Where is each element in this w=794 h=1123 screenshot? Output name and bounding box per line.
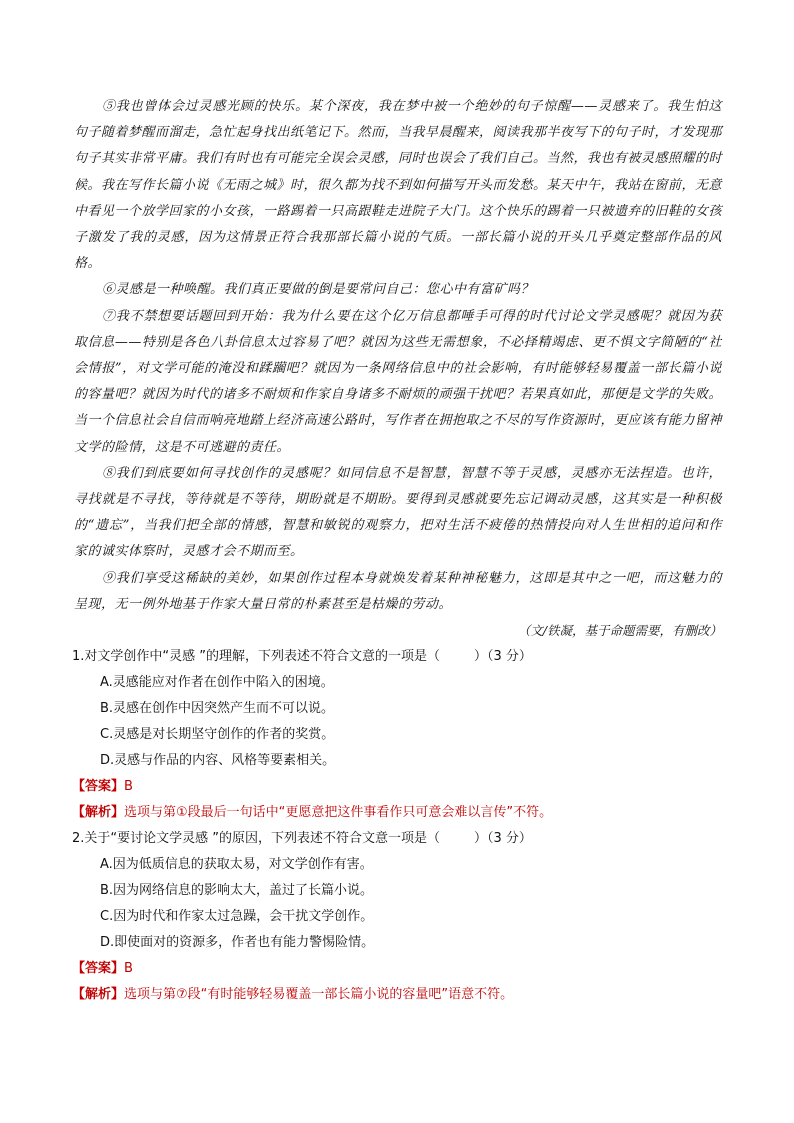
question-1-option-a: A.灵感能应对作者在创作中陷入的困境。 — [100, 675, 334, 691]
question-2-explanation — [72, 982, 720, 1008]
question-1-stem — [72, 644, 720, 670]
passage-paragraph-5: ⑤我也曾体会过灵感光顾的快乐。某个深夜，我在梦中被一个绝妙的句子惊醒——灵感来了。我生怕这句子随着梦醒而溜走，急忙起身找出纸笔记下。然而，当我早晨醒来，阅读我那半夜写下的句子时，才发现那句子其实非常平庸。我们有时也有可能完全误会灵感，同时也误会了我们自己。当然，我也有被灵感照耀的时候。我在写作长篇小说《无雨之城》时，很久都为找不到如何描写开头而发愁。某天中午，我站在窗前，无意中看见一个放学回家的小女孩，一路踢着一只高跟鞋走进院子大门。这个快乐的踢着一只被遗弃的旧鞋的女孩子激发了我的灵感，因为这情景正符合我那部长篇小说的气质。一部长篇小说的开头几乎奠定整部作品的风格。 — [74, 99, 723, 272]
question-2-option-b: B.因为网络信息的影响太大，盖过了长篇小说。 — [100, 883, 374, 899]
question-2-stem — [72, 826, 720, 852]
question-1-score: ）（3 分） — [474, 649, 532, 665]
question-1-explanation — [72, 800, 720, 826]
question-2-option-d: D.即使面对的资源多，作者也有能力警惕险情。 — [100, 935, 375, 951]
passage-paragraph-9: ⑨我们享受这稀缺的美妙，如果创作过程本身就焕发着某种神秘魅力，这即是其中之一吧，而这魅力的呈现，无一例外地基于作家大量日常的朴素甚至是枯燥的劳动。 — [74, 570, 722, 612]
question-2-answer — [72, 956, 720, 982]
explanation-tag: 【解析】 — [72, 987, 125, 1003]
question-1-stem-text: 1.对文学创作中“灵感 ”的理解，下列表述不符合文意的一项是（ — [72, 649, 441, 665]
answer-value: B — [124, 779, 133, 795]
question-1-option-c: C.灵感是对长期坚守创作的作者的奖赏。 — [100, 727, 335, 743]
passage-source: （文/铁凝，基于命题需要，有删改） — [517, 623, 722, 639]
passage-paragraph-8: ⑧我们到底要如何寻找创作的灵感呢？如同信息不是智慧，智慧不等于灵感，灵感亦无法捏造。也许，寻找就是不寻找，等待就是不等待，期盼就是不期盼。要得到灵感就要先忘记调动灵感，这其实是一种积极的“遗忘”，当我们把全部的情感，智慧和敏锐的观察力，把对生活不疲倦的热情投向对人生世相的追问和作家的诚实体察时，灵感才会不期而至。 — [74, 465, 722, 560]
answer-tag: 【答案】 — [72, 961, 125, 977]
passage-paragraph-6: ⑥灵感是一种唤醒。我们真正要做的倒是要常问自己：您心中有富矿吗？ — [102, 282, 535, 298]
question-1-answer — [72, 774, 720, 800]
answer-tag: 【答案】 — [72, 779, 125, 795]
answer-value: B — [124, 961, 133, 977]
question-2-stem-text: 2.关于“要讨论文学灵感 ”的原因，下列表述不符合文意一项是（ — [72, 831, 441, 847]
question-2-option-c: C.因为时代和作家太过急躁，会干扰文学创作。 — [100, 909, 374, 925]
explanation-text: 选项与第⑦段“有时能够轻易覆盖一部长篇小说的容量吧”语意不符。 — [124, 987, 514, 1003]
explanation-text: 选项与第①段最后一句话中“更愿意把这件事看作只可意会难以言传”不符。 — [124, 805, 553, 821]
question-1-option-d: D.灵感与作品的内容、风格等要素相关。 — [100, 753, 336, 769]
question-2-score: ）（3 分） — [474, 831, 532, 847]
explanation-tag: 【解析】 — [72, 805, 125, 821]
passage-paragraph-7: ⑦我不禁想要话题回到开始：我为什么要在这个亿万信息都唾手可得的时代讨论文学灵感呢？就因为获取信息——特别是各色八卦信息太过容易了吧？就因为这些无需想象，不必择精竭虑、更不惧文字简陋的“社会情报”，对文学可能的淹没和蹂躏吧？就因为一条网络信息中的社会影响，有时能够轻易覆盖一部长篇小说的容量吧？就因为时代的诸多不耐烦和作家自身诸多不耐烦的顽强干扰吧？若果真如此，那便是文学的失败。当一个信息社会自信而响亮地踏上经济高速公路时，写作者在拥抱取之不尽的写作资源时，更应该有能力留神文学的险情，这是不可逃避的责任。 — [74, 308, 723, 455]
question-2-option-a: A.因为低质信息的获取太易，对文学创作有害。 — [100, 857, 373, 873]
question-1-option-b: B.灵感在创作中因突然产生而不可以说。 — [100, 701, 335, 717]
document-content — [74, 94, 722, 1008]
